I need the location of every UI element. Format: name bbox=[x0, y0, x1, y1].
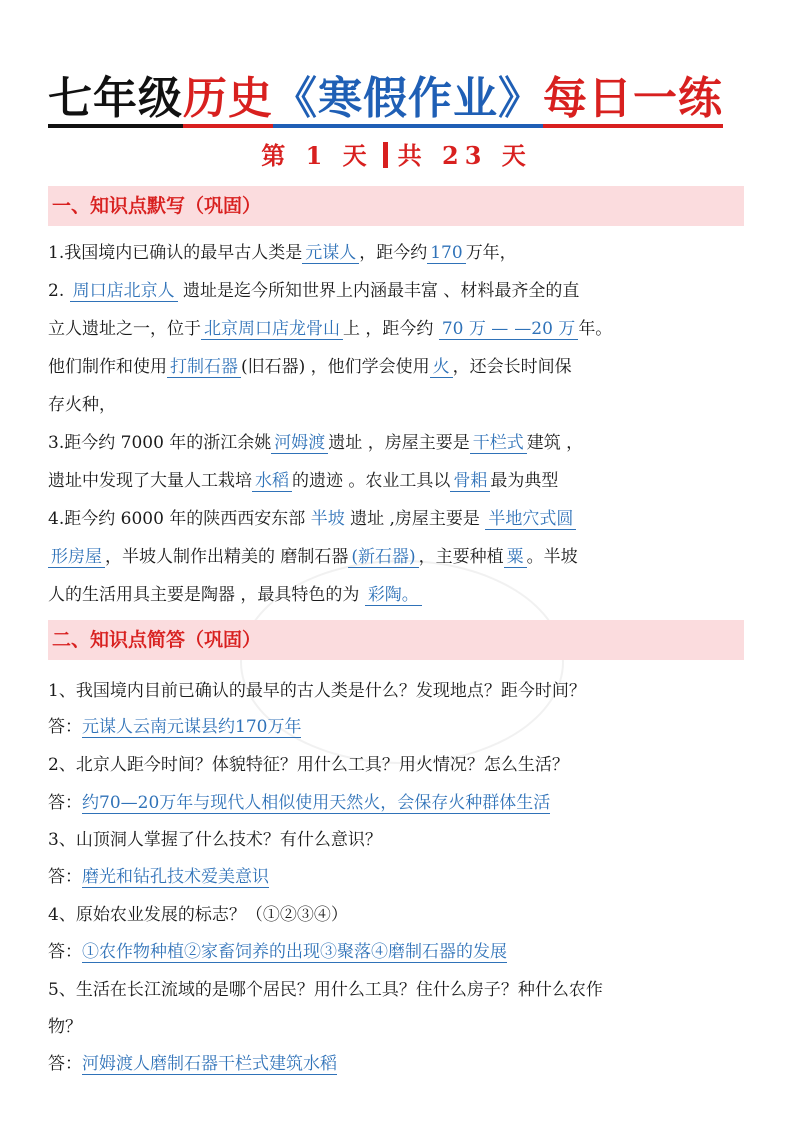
fill-line-10 bbox=[48, 580, 748, 605]
answer-blank: 水稻 bbox=[252, 471, 292, 492]
text: 上 ，距今约 bbox=[343, 319, 439, 339]
answer-blank: 打制石器 bbox=[167, 357, 241, 378]
question-5: 5、生活在长江流域的是哪个居民？用什么工具？住什么房子？种什么农作 bbox=[48, 980, 603, 1000]
text: 他们制作和使用 bbox=[48, 357, 167, 377]
answer-blank: 70 万 — bbox=[439, 319, 511, 340]
question-5-cont: 物？ bbox=[48, 1017, 82, 1037]
fill-line-9 bbox=[48, 542, 748, 567]
text: 遗址中发现了大量人工栽培 bbox=[48, 471, 252, 491]
answer-blank: 粟 bbox=[504, 547, 527, 568]
answer-1 bbox=[48, 712, 748, 737]
question-4: 4、原始农业发展的标志？（①②③④） bbox=[48, 905, 348, 925]
answer-blank: —20 万 bbox=[511, 319, 578, 340]
text: 遗址 ，房屋主要是 bbox=[328, 433, 470, 453]
question-3: 3、山顶洞人掌握了什么技术？有什么意识？ bbox=[48, 830, 382, 850]
fill-line-5 bbox=[48, 390, 748, 415]
title-subject: 历史 bbox=[183, 73, 273, 128]
fill-line-6 bbox=[48, 428, 748, 453]
text: 建筑 ， bbox=[526, 433, 584, 453]
day-divider bbox=[383, 142, 388, 168]
answer-blank: 元谋人 bbox=[302, 243, 359, 264]
text: 遗址是迄今所知世界上内涵最丰富 、材料最齐全的直 bbox=[177, 281, 580, 301]
fill-line-3 bbox=[48, 314, 748, 339]
answer-blank: 彩陶。 bbox=[365, 585, 422, 606]
answer-prefix: 答： bbox=[48, 942, 82, 962]
text: (旧石器) ，他们学会使用 bbox=[241, 357, 430, 377]
question-1: 1、我国境内目前已确认的最早的古人类是什么？发现地点？距今时间？ bbox=[48, 681, 586, 701]
text: 年。 bbox=[578, 319, 613, 339]
answer-3 bbox=[48, 862, 748, 887]
title-homework: 《寒假作业》 bbox=[273, 73, 543, 128]
text: 存火种， bbox=[48, 395, 116, 415]
answer-blank: 半地穴式圆 bbox=[485, 509, 576, 530]
answer-text: 磨光和钻孔技术爱美意识 bbox=[82, 867, 269, 887]
answer-blank: (新石器) bbox=[348, 547, 418, 568]
answer-4 bbox=[48, 937, 748, 962]
text: 2. bbox=[48, 281, 70, 301]
text: ，还会长时间保 bbox=[452, 357, 572, 377]
answer-5 bbox=[48, 1049, 748, 1074]
fill-line-7 bbox=[48, 466, 748, 491]
day-counter bbox=[0, 136, 793, 171]
answer-blank: 周口店北京人 bbox=[70, 281, 178, 302]
text: 3.距今约 7000 年的浙江余姚 bbox=[48, 433, 272, 453]
text: 4.距今约 6000 年的陕西西安东部 bbox=[48, 509, 311, 529]
text: 。半坡 bbox=[526, 547, 578, 567]
text: 1.我国境内已确认的最早古人类是 bbox=[48, 243, 303, 263]
answer-text: 元谋人云南元谋县约170万年 bbox=[82, 717, 302, 737]
answer-text: 约70—20万年与现代人相似使用天然火，会保存火种群体生活 bbox=[82, 793, 551, 813]
section-heading-qa: 二、知识点简答（巩固） bbox=[48, 620, 744, 660]
day-current: 第 1 天 bbox=[261, 141, 373, 170]
text: 最为典型 bbox=[490, 471, 559, 491]
title-daily: 每日一练 bbox=[543, 73, 723, 128]
answer-blank: 170 bbox=[427, 243, 465, 264]
answer-blank: 河姆渡 bbox=[271, 433, 328, 454]
answer-prefix: 答： bbox=[48, 1054, 82, 1074]
fill-line-4 bbox=[48, 352, 748, 377]
text: 人的生活用具主要是陶器 ，最具特色的为 bbox=[48, 585, 365, 605]
answer-prefix: 答： bbox=[48, 793, 82, 813]
answer-blank: 北京周口店龙骨山 bbox=[201, 319, 343, 340]
answer-prefix: 答： bbox=[48, 867, 82, 887]
text: ，距今约 bbox=[359, 243, 428, 263]
day-total: 共 23 天 bbox=[397, 141, 532, 170]
fill-line-2 bbox=[48, 276, 748, 301]
answer-2 bbox=[48, 788, 748, 813]
text: 的遗迹 。农业工具以 bbox=[292, 471, 451, 491]
answer-text: ①农作物种植②家畜饲养的出现③聚落④磨制石器的发展 bbox=[82, 942, 507, 962]
section-heading-fill: 一、知识点默写（巩固） bbox=[48, 186, 744, 226]
answer-blank: 半坡 bbox=[310, 509, 345, 529]
text: ，半坡人制作出精美的 磨制石器 bbox=[105, 547, 349, 567]
answer-blank: 形房屋 bbox=[48, 547, 105, 568]
answer-blank: 火 bbox=[430, 357, 453, 378]
text: 遗址 ,房屋主要是 bbox=[344, 509, 486, 529]
question-2: 2、北京人距今时间？体貌特征？用什么工具？用火情况？怎么生活？ bbox=[48, 755, 569, 775]
text: ，主要种植 bbox=[418, 547, 504, 567]
answer-text: 河姆渡人磨制石器干栏式建筑水稻 bbox=[82, 1054, 337, 1074]
page-title bbox=[48, 62, 748, 126]
answer-blank: 骨耜 bbox=[450, 471, 490, 492]
title-grade: 七年级 bbox=[48, 73, 183, 128]
answer-blank: 干栏式 bbox=[470, 433, 527, 454]
fill-line-1 bbox=[48, 238, 748, 263]
fill-line-8 bbox=[48, 504, 748, 529]
text: 万年， bbox=[465, 243, 517, 263]
answer-prefix: 答： bbox=[48, 717, 82, 737]
text: 立人遗址之一，位于 bbox=[48, 319, 201, 339]
